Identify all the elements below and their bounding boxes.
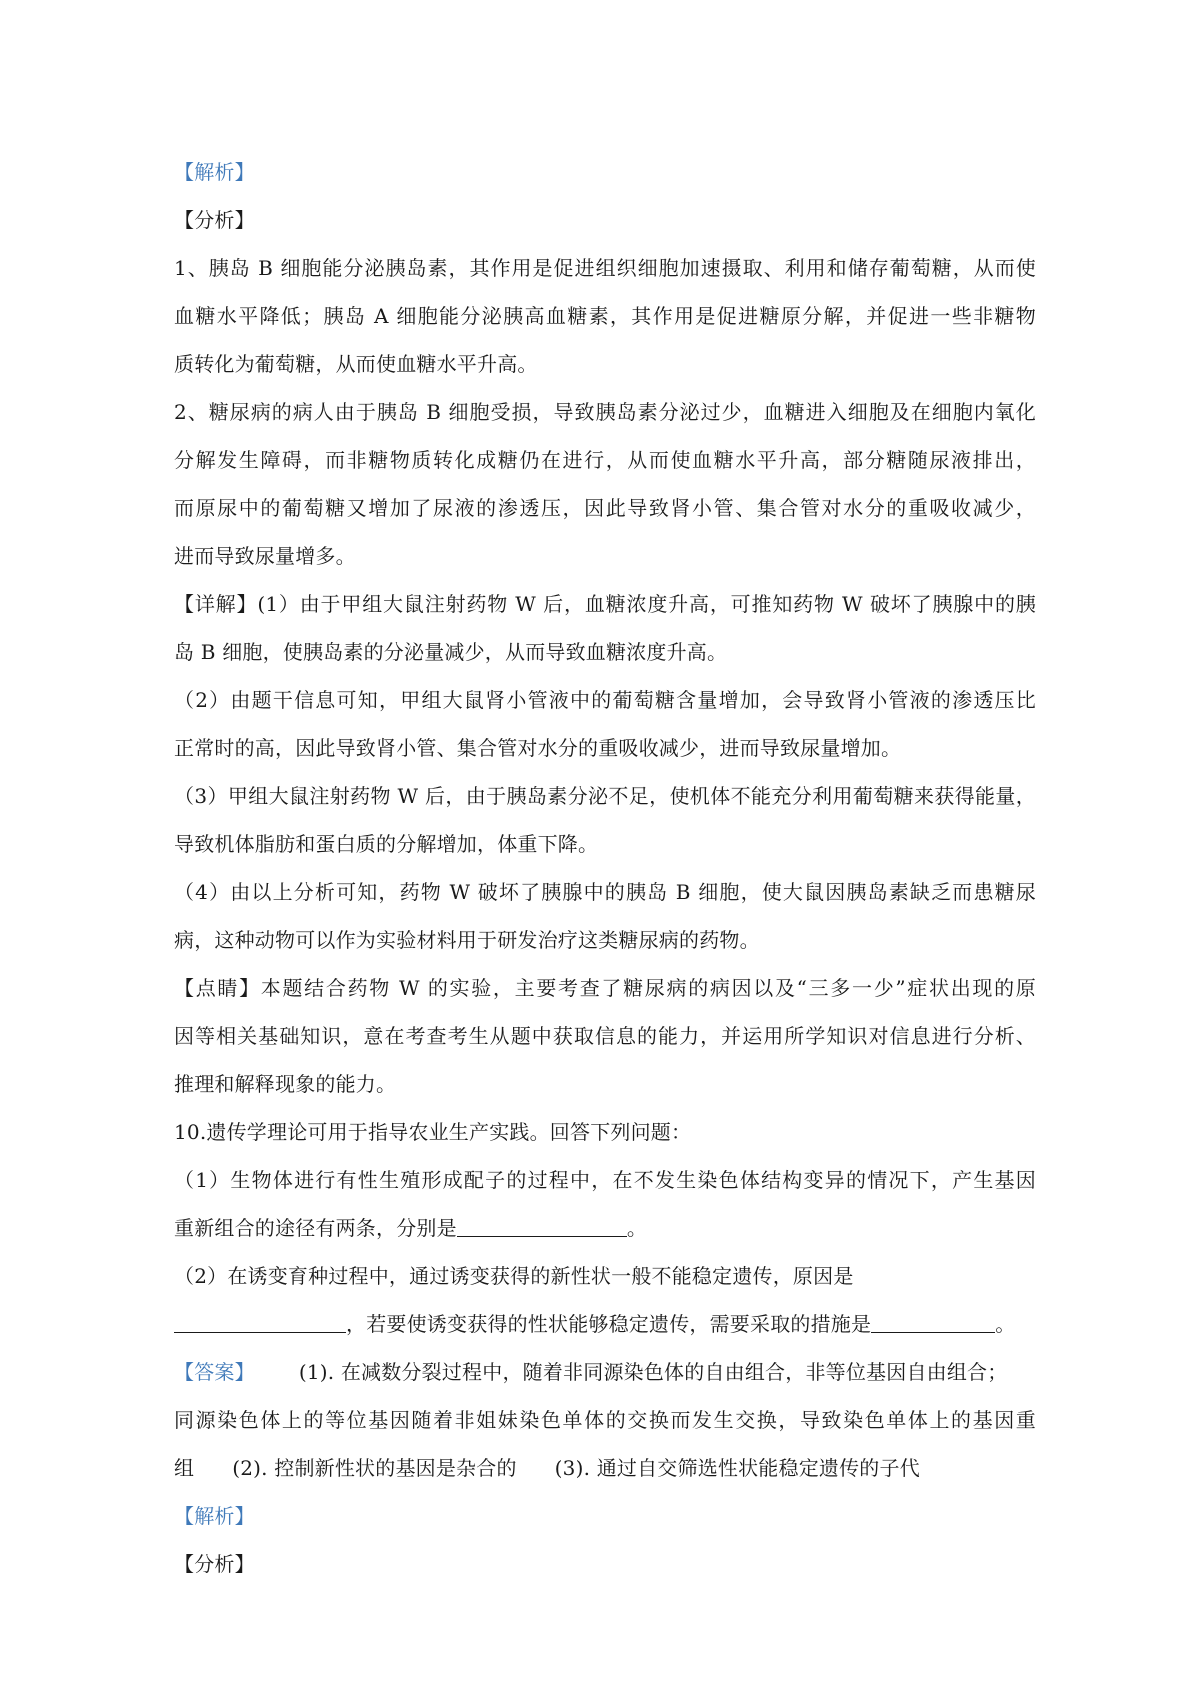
- answer-blank-1: [457, 1218, 627, 1237]
- q10-sub2-end: 。: [995, 1312, 1016, 1336]
- fenxi-heading-2: 【分析】: [174, 1552, 255, 1576]
- answer-label: 【答案】: [174, 1360, 255, 1384]
- document-page: [174, 148, 1036, 1588]
- analysis-p2-line2: 分解发生障碍，而非糖物质转化成糖仍在进行，从而使血糖水平升高，部分糖随尿液排出，: [174, 448, 1036, 472]
- answer-line1: [174, 1348, 1036, 1396]
- analysis-p2-line4: 进而导致尿量增多。: [174, 544, 356, 568]
- answer-part2: (2). 控制新性状的基因是杂合的: [232, 1456, 517, 1480]
- q10-sub2-line1: （2）在诱变育种过程中，通过诱变获得的新性状一般不能稳定遗传，原因是: [174, 1264, 854, 1288]
- detail-line3: （2）由题干信息可知，甲组大鼠肾小管液中的葡萄糖含量增加，会导致肾小管液的渗透压比: [174, 688, 1036, 712]
- analysis-p2-line3: 而原尿中的葡萄糖又增加了尿液的渗透压，因此导致肾小管、集合管对水分的重吸收减少，: [174, 496, 1036, 520]
- analysis-p1-line2: 血糖水平降低；胰岛 A 细胞能分泌胰高血糖素，其作用是促进糖原分解，并促进一些非糖物: [174, 304, 1036, 328]
- detail-line5: （3）甲组大鼠注射药物 W 后，由于胰岛素分泌不足，使机体不能充分利用葡萄糖来获得能量，: [174, 784, 1036, 808]
- q10-sub2-text: ，若要使诱变获得的性状能够稳定遗传，需要采取的措施是: [346, 1312, 872, 1336]
- question-10-stem: 10.遗传学理论可用于指导农业生产实践。回答下列问题：: [174, 1120, 692, 1144]
- detail-line7: （4）由以上分析可知，药物 W 破坏了胰腺中的胰岛 B 细胞，使大鼠因胰岛素缺乏而患糖尿: [174, 880, 1036, 904]
- answer-part1: (1). 在减数分裂过程中，随着非同源染色体的自由组合，非等位基因自由组合；: [298, 1360, 1008, 1384]
- detail-line6: 导致机体脂肪和蛋白质的分解增加，体重下降。: [174, 832, 599, 856]
- q10-sub2-line2: [174, 1300, 1036, 1348]
- jiexi-heading: 【解析】: [174, 160, 255, 184]
- analysis-p1-line3: 质转化为葡萄糖，从而使血糖水平升高。: [174, 352, 538, 376]
- detail-line2: 岛 B 细胞，使胰岛素的分泌量减少，从而导致血糖浓度升高。: [174, 640, 728, 664]
- jiexi-heading-2: 【解析】: [174, 1504, 255, 1528]
- analysis-p1-line1: 1、胰岛 B 细胞能分泌胰岛素，其作用是促进组织细胞加速摄取、利用和储存葡萄糖，从而使: [174, 256, 1036, 280]
- answer-line3: [174, 1444, 1036, 1492]
- answer-part3: (3). 通过自交筛选性状能稳定遗传的子代: [554, 1456, 920, 1480]
- detail-line1: 【详解】(1）由于甲组大鼠注射药物 W 后，血糖浓度升高，可推知药物 W 破坏了胰腺中的胰: [174, 592, 1036, 616]
- detail-line8: 病，这种动物可以作为实验材料用于研发治疗这类糖尿病的药物。: [174, 928, 760, 952]
- q10-sub1-line2: [174, 1204, 1036, 1252]
- analysis-p2-line1: 2、糖尿病的病人由于胰岛 B 细胞受损，导致胰岛素分泌过少，血糖进入细胞及在细胞内氧化: [174, 400, 1036, 424]
- answer-blank-2: [174, 1314, 346, 1333]
- fenxi-heading: 【分析】: [174, 208, 255, 232]
- answer-part1-end: 组: [174, 1456, 195, 1480]
- detail-line4: 正常时的高，因此导致肾小管、集合管对水分的重吸收减少，进而导致尿量增加。: [174, 736, 902, 760]
- answer-blank-3: [871, 1314, 995, 1333]
- q10-sub1-text: 重新组合的途径有两条，分别是: [174, 1216, 457, 1240]
- q10-sub1-end: 。: [626, 1216, 648, 1240]
- comment-line2: 因等相关基础知识，意在考查考生从题中获取信息的能力，并运用所学知识对信息进行分析、: [174, 1024, 1036, 1048]
- comment-line1: 【点睛】本题结合药物 W 的实验，主要考查了糖尿病的病因以及“三多一少”症状出现的原: [174, 976, 1036, 1000]
- q10-sub1-line1: （1）生物体进行有性生殖形成配子的过程中，在不发生染色体结构变异的情况下，产生基因: [174, 1168, 1036, 1192]
- answer-line2: 同源染色体上的等位基因随着非姐妹染色单体的交换而发生交换，导致染色单体上的基因重: [174, 1408, 1036, 1432]
- comment-line3: 推理和解释现象的能力。: [174, 1072, 397, 1096]
